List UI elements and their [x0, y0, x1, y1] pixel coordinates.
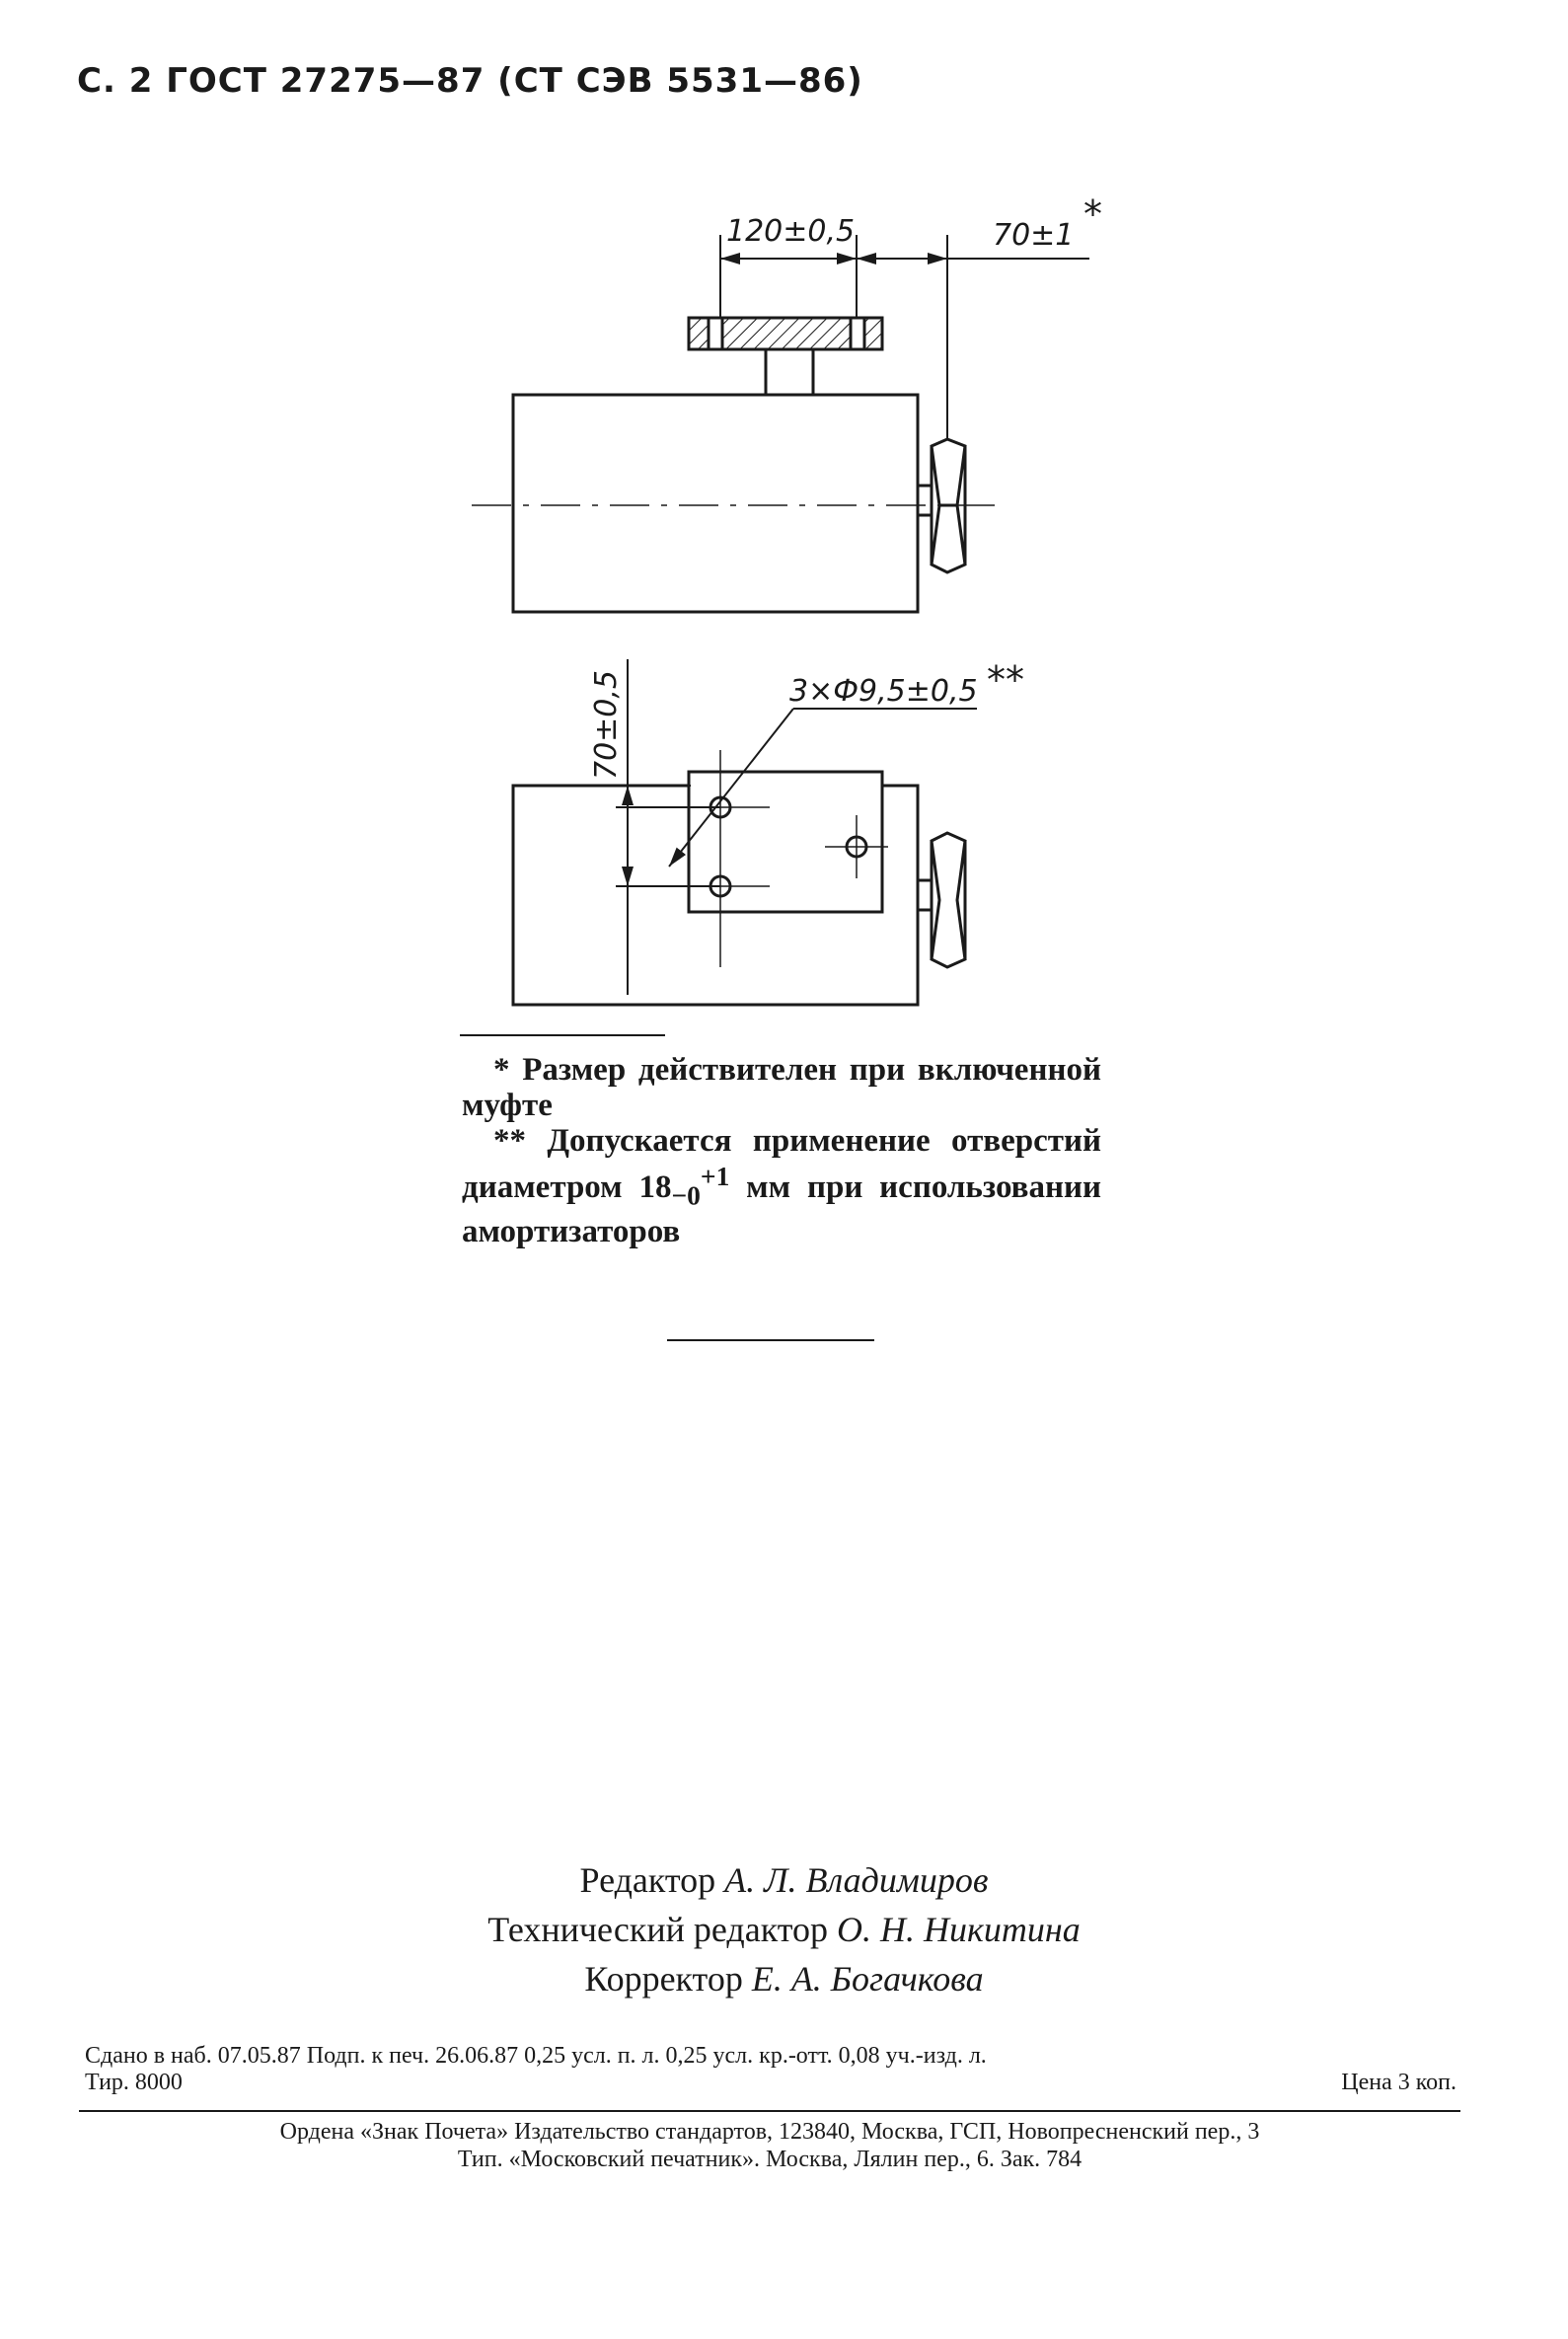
dim-holes-mark: **: [987, 658, 1024, 702]
footnote-1: * Размер действителен при включенной муфте: [462, 1052, 1101, 1123]
dim-width-label: 120±0,5: [726, 214, 856, 249]
credits: [0, 1855, 1568, 2003]
dim-offset-label: 70±1: [993, 218, 1075, 253]
price: Цена 3 коп.: [1341, 2070, 1456, 2095]
footnotes: [462, 1052, 1101, 1249]
publisher-line-2: Тип. «Московский печатник». Москва, Лялин пер., 6. Зак. 784: [457, 2147, 1083, 2172]
dim-offset-mark: *: [1083, 192, 1102, 236]
imprint-row: [85, 2070, 1456, 2096]
shaft-side: [918, 880, 932, 910]
technical-drawing: [0, 0, 1568, 1026]
credit-editor: Редактор А. Л. Владимиров: [579, 1860, 989, 1900]
footnote-2: ** Допускается применение отверстий диаметром $18_{-0}^{+1}$ мм при использовании амортизаторов: [462, 1123, 1101, 1249]
flange-bolt-hole-left: [709, 318, 722, 349]
mount-stem: [766, 349, 813, 395]
shaft-top: [918, 486, 932, 515]
publisher: [79, 2118, 1460, 2173]
imprint-rule: [79, 2110, 1460, 2112]
dim-vertical-label: 70±0,5: [589, 669, 624, 780]
publisher-line-1: Ордена «Знак Почета» Издательство стандартов, 123840, Москва, ГСП, Новопресненский пер., 3: [279, 2119, 1260, 2145]
imprint-line: Сдано в наб. 07.05.87 Подп. к печ. 26.06.87 0,25 усл. п. л. 0,25 усл. кр.-отт. 0,08 уч.-изд. л.: [85, 2043, 987, 2069]
mounting-plate: [689, 772, 882, 912]
dim-offset-70: [857, 235, 1089, 439]
footnote-rule: [460, 1034, 665, 1036]
top-view: [472, 318, 997, 612]
credit-proofreader: Корректор Е. А. Богачкова: [584, 1959, 984, 1999]
dim-holes-label: 3×Ф9,5±0,5: [789, 674, 978, 709]
flange-bolt-hole-right: [851, 318, 864, 349]
end-rule: [667, 1339, 874, 1341]
motor-body-top: [513, 395, 918, 612]
print-run: Тир. 8000: [85, 2070, 183, 2095]
page-header: С. 2 ГОСТ 27275—87 (СТ СЭВ 5531—86): [77, 61, 863, 101]
pulley-side: [932, 833, 965, 967]
imprint: [85, 2043, 1456, 2096]
credit-tech-editor: Технический редактор О. Н. Никитина: [487, 1910, 1081, 1949]
